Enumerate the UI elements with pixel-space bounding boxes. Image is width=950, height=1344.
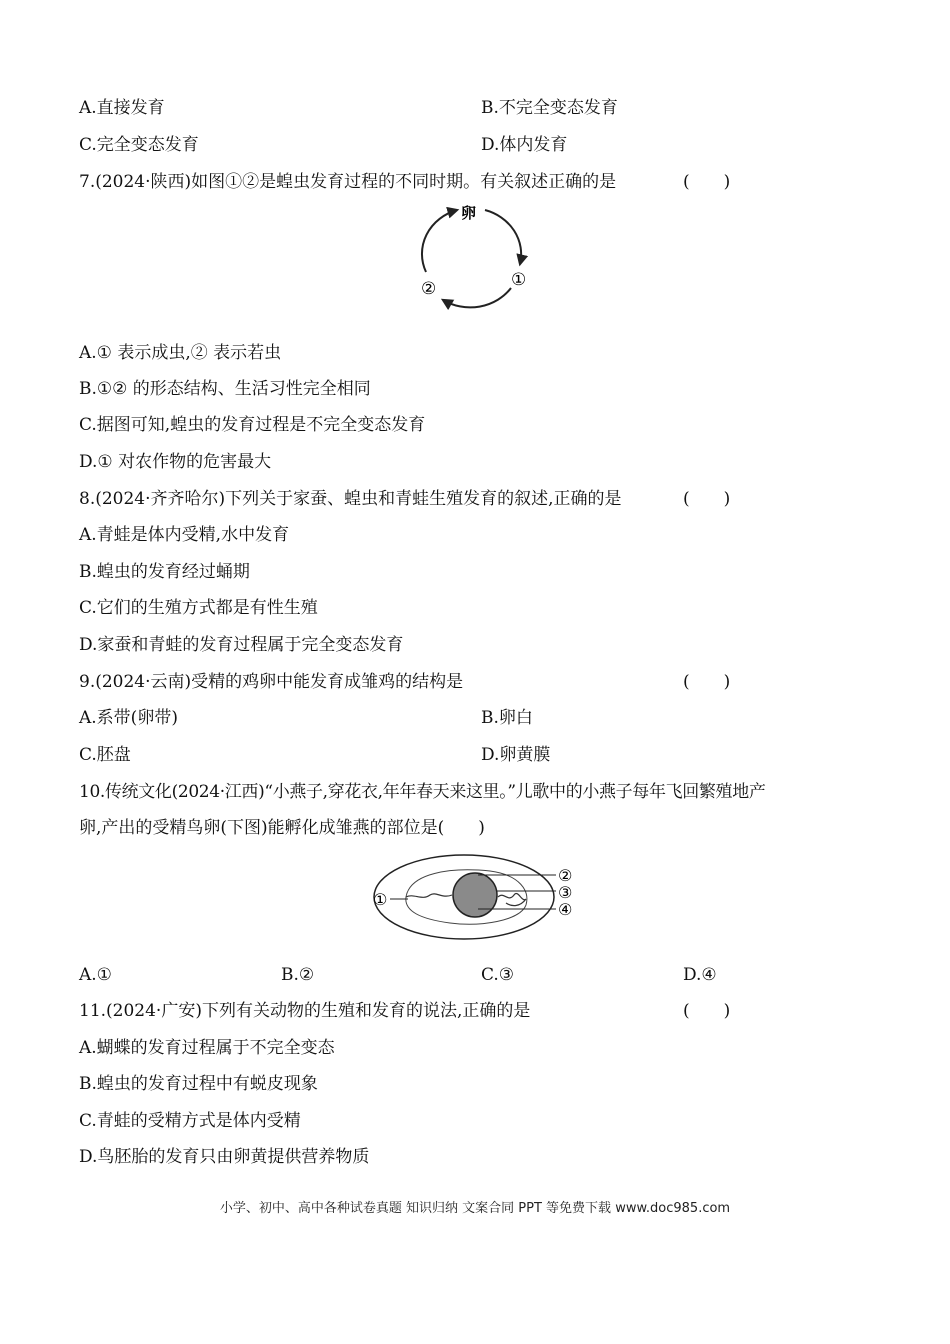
q6-option-b: B.不完全变态发育 (481, 98, 618, 118)
q6-option-a: A.直接发育 (79, 98, 165, 118)
egg-label: 卵 (461, 204, 477, 222)
q11-option-b: B.蝗虫的发育过程中有蜕皮现象 (79, 1074, 318, 1094)
q11-option-a: A.蝴蝶的发育过程属于不完全变态 (79, 1038, 335, 1058)
q7-option-d: D.① 对农作物的危害最大 (79, 452, 272, 472)
q7-stem: 7.(2024·陕西)如图①②是蝗虫发育过程的不同时期。有关叙述正确的是 (79, 172, 617, 192)
q9-option-c: C.胚盘 (79, 745, 131, 765)
q8-answer-paren: ( ) (683, 489, 731, 509)
cycle-arrow-egg-to-1 (485, 210, 521, 264)
q10-option-a: A.① (79, 965, 112, 985)
egg-label-1: ① (373, 890, 388, 909)
q8-option-c: C.它们的生殖方式都是有性生殖 (79, 598, 318, 618)
q10-stem-line2: 卵,产出的受精鸟卵(下图)能孵化成雏燕的部位是( ) (79, 818, 485, 838)
q8-option-d: D.家蚕和青蛙的发育过程属于完全变态发育 (79, 635, 404, 655)
q11-option-d: D.鸟胚胎的发育只由卵黄提供营养物质 (79, 1147, 370, 1167)
q6-option-c: C.完全变态发育 (79, 135, 199, 155)
egg-label-4: ④ (558, 900, 573, 919)
q10-stem-line1: 10.传统文化(2024·江西)“小燕子,穿花衣,年年春天来这里。”儿歌中的小燕子每年飞回繁殖地产 (79, 782, 766, 802)
stage-1-label: ① (511, 270, 527, 290)
yolk (453, 873, 497, 917)
locust-development-cycle-diagram (405, 196, 545, 314)
q8-option-b: B.蝗虫的发育经过蛹期 (79, 562, 250, 582)
q9-stem: 9.(2024·云南)受精的鸡卵中能发育成雏鸡的结构是 (79, 672, 464, 692)
cycle-arrow-2-to-egg (422, 210, 457, 272)
bird-egg-diagram (370, 853, 585, 948)
q7-option-a: A.① 表示成虫,② 表示若虫 (79, 343, 282, 363)
page-footer: 小学、初中、高中各种试卷真题 知识归纳 文案合同 PPT 等免费下载 www.doc985.com (219, 1201, 731, 1216)
q10-option-c: C.③ (481, 965, 515, 985)
q10-option-d: D.④ (683, 965, 717, 985)
q8-option-a: A.青蛙是体内受精,水中发育 (79, 525, 290, 545)
egg-label-2: ② (558, 866, 573, 885)
q9-option-a: A.系带(卵带) (79, 708, 178, 728)
egg-label-3: ③ (558, 883, 573, 902)
q7-answer-paren: ( ) (683, 172, 731, 192)
q7-option-b: B.①② 的形态结构、生活习性完全相同 (79, 379, 371, 399)
q8-stem: 8.(2024·齐齐哈尔)下列关于家蚕、蝗虫和青蛙生殖发育的叙述,正确的是 (79, 489, 622, 509)
q11-answer-paren: ( ) (683, 1001, 731, 1021)
stage-2-label: ② (421, 279, 437, 299)
q9-option-b: B.卵白 (481, 708, 533, 728)
q11-option-c: C.青蛙的受精方式是体内受精 (79, 1111, 301, 1131)
cycle-arrow-1-to-2 (443, 288, 511, 307)
q9-option-d: D.卵黄膜 (481, 745, 551, 765)
q11-stem: 11.(2024·广安)下列有关动物的生殖和发育的说法,正确的是 (79, 1001, 531, 1021)
q9-answer-paren: ( ) (683, 672, 731, 692)
q6-option-d: D.体内发育 (481, 135, 568, 155)
q10-option-b: B.② (281, 965, 315, 985)
q7-option-c: C.据图可知,蝗虫的发育过程是不完全变态发育 (79, 415, 426, 435)
